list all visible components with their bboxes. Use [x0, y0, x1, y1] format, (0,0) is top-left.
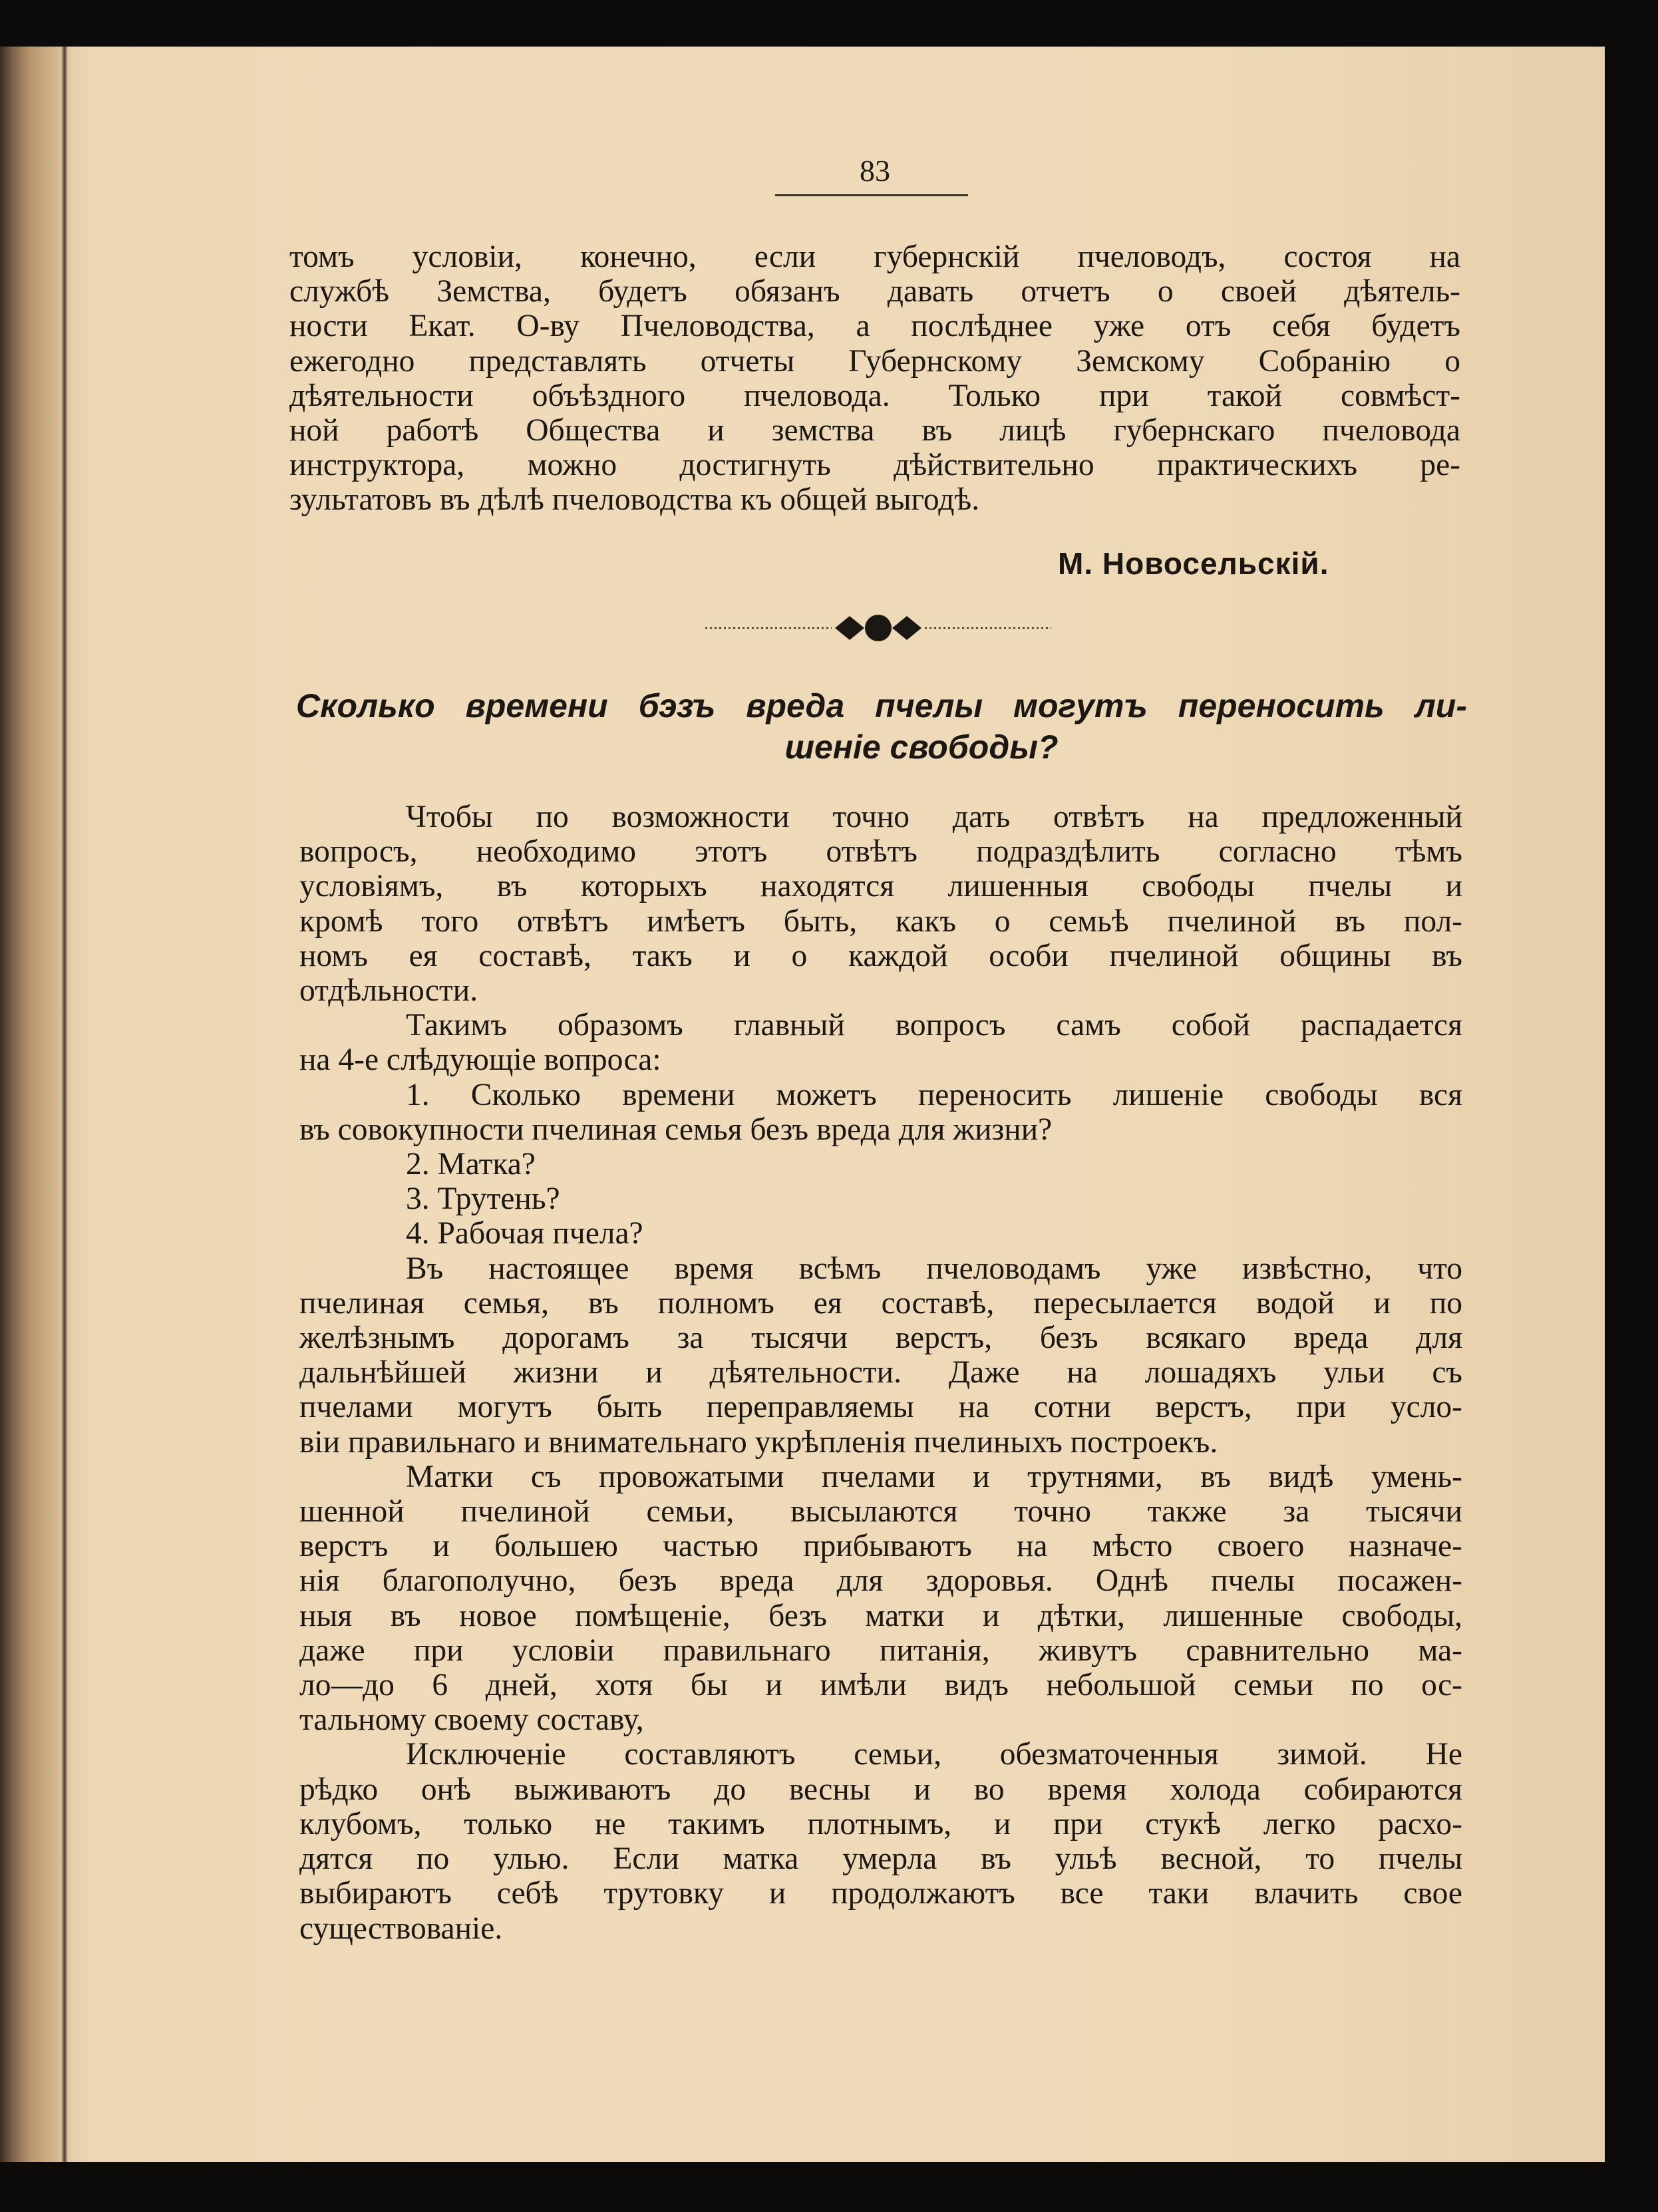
- question-4: 4. Рабочая пчела?: [406, 1216, 643, 1251]
- p5-line: Исключеніе составляютъ семьи, обезматоченныя зимой. Не: [406, 1737, 1462, 1772]
- intro-para-line: службѣ Земства, будетъ обязанъ давать отчетъ о своей дѣятель-: [289, 274, 1460, 309]
- page-number: 83: [860, 154, 890, 188]
- paragraph-2: [299, 1008, 1462, 1077]
- article-body: [299, 800, 1462, 1946]
- p4-line: шенной пчелиной семьи, высылаются точно также за тысячи: [299, 1494, 1462, 1529]
- p3-line: желѣзнымъ дорогамъ за тысячи верстъ, безъ всякаго вреда для: [299, 1321, 1462, 1356]
- paragraph-3: [299, 1251, 1462, 1460]
- p3-line: дальнѣйшей жизни и дѣятельности. Даже на лошадяхъ ульи съ: [299, 1355, 1462, 1390]
- author-signature: М. Новосельскій.: [1058, 546, 1329, 581]
- p5-line: клубомъ, только не такимъ плотнымъ, и при стукѣ легко расхо-: [299, 1806, 1462, 1841]
- question-list: [299, 1147, 1462, 1251]
- p3-line: пчелами могутъ быть переправляемы на сотни верстъ, при усло-: [299, 1390, 1462, 1425]
- divider-center-dot: [865, 615, 892, 641]
- article-title-line-2: шеніе свободы?: [784, 728, 1059, 766]
- intro-para-line: дѣятельности объѣздного пчеловода. Только при такой совмѣст-: [289, 378, 1460, 413]
- p3-line: віи правильнаго и внимательнаго укрѣпленія пчелиныхъ построекъ.: [299, 1424, 1218, 1460]
- p4-line: ныя въ новое помѣщеніе, безъ матки и дѣтки, лишенные свободы,: [299, 1598, 1462, 1633]
- p4-line: нія благополучно, безъ вреда для здоровья. Однѣ пчелы посажен-: [299, 1563, 1462, 1599]
- p1-line: отдѣльности.: [299, 973, 478, 1009]
- p5-line: дятся по улью. Если матка умерла въ ульѣ весной, то пчелы: [299, 1841, 1462, 1877]
- paragraph-5: [299, 1737, 1462, 1945]
- divider-diamond-right: [892, 616, 921, 640]
- binding-edge: [61, 47, 68, 2162]
- intro-para-line: ной работѣ Общества и земства въ лицѣ губернскаго пчеловода: [289, 413, 1460, 448]
- p4-line: Матки съ провожатыми пчелами и трутнями, въ видѣ умень-: [406, 1459, 1462, 1494]
- paragraph-1: [299, 800, 1462, 1008]
- intro-para-line: томъ условіи, конечно, если губернскій пчеловодъ, состоя на: [289, 239, 1460, 274]
- intro-paragraph: [289, 239, 1460, 518]
- p5-line: существованіе.: [299, 1911, 503, 1946]
- p3-line: пчелиная семья, въ полномъ ея составѣ, пересылается водой и по: [299, 1285, 1462, 1321]
- section-divider-ornament: [705, 607, 1051, 647]
- p1-line: вопросъ, необходимо этотъ отвѣтъ подраздѣлить согласно тѣмъ: [299, 834, 1462, 869]
- p2-line: на 4-е слѣдующіе вопроса:: [299, 1042, 661, 1078]
- article-title: [296, 685, 1467, 768]
- intro-para-line: зультатовъ въ дѣлѣ пчеловодства къ общей выгодѣ.: [289, 482, 980, 518]
- paragraph-4: [299, 1460, 1462, 1738]
- page-number-rule: [775, 194, 968, 196]
- q1-line: 1. Сколько времени можетъ переносить лишеніе свободы вся: [406, 1077, 1462, 1112]
- p5-line: выбираютъ себѣ трутовку и продолжаютъ все таки влачить свое: [299, 1876, 1462, 1911]
- p4-line: тальному своему составу,: [299, 1702, 644, 1738]
- divider-diamond-left: [835, 616, 864, 640]
- intro-text: [289, 239, 1460, 518]
- p1-line: Чтобы по возможности точно дать отвѣтъ на предложенный: [406, 800, 1462, 834]
- intro-para-line: ежегодно представлять отчеты Губернскому Земскому Собранію о: [289, 343, 1460, 379]
- p3-line: Въ настоящее время всѣмъ пчеловодамъ уже извѣстно, что: [406, 1251, 1462, 1286]
- p1-line: кромѣ того отвѣтъ имѣетъ быть, какъ о семьѣ пчелиной въ пол-: [299, 903, 1462, 939]
- intro-para-line: ности Екат. О-ву Пчеловодства, а послѣднее уже отъ себя будетъ: [289, 309, 1460, 344]
- p5-line: рѣдко онѣ выживаютъ до весны и во время холода собираются: [299, 1772, 1462, 1807]
- p1-line: условіямъ, въ которыхъ находятся лишенныя свободы пчелы и: [299, 869, 1462, 904]
- p2-line: Такимъ образомъ главный вопросъ самъ собой распадается: [406, 1008, 1462, 1043]
- question-3: 3. Трутень?: [406, 1182, 560, 1217]
- p4-line: даже при условіи правильнаго питанія, живутъ сравнительно ма-: [299, 1633, 1462, 1668]
- p1-line: номъ ея составѣ, такъ и о каждой особи пчелиной общины въ: [299, 938, 1462, 973]
- question-1: [299, 1078, 1462, 1147]
- intro-para-line: инструктора, можно достигнуть дѣйствительно практическихъ ре-: [289, 448, 1460, 483]
- article-title-line-1: Сколько времени бэзъ вреда пчелы могутъ переносить ли-: [296, 687, 1467, 724]
- p4-line: верстъ и большею частью прибываютъ на мѣсто своего назначе-: [299, 1529, 1462, 1564]
- q1-line: въ совокупности пчелиная семья безъ вреда для жизни?: [299, 1112, 1053, 1147]
- question-2: 2. Матка?: [406, 1147, 536, 1182]
- p4-line: ло—до 6 дней, хотя бы и имѣли видъ небольшой семьи по ос-: [299, 1668, 1462, 1703]
